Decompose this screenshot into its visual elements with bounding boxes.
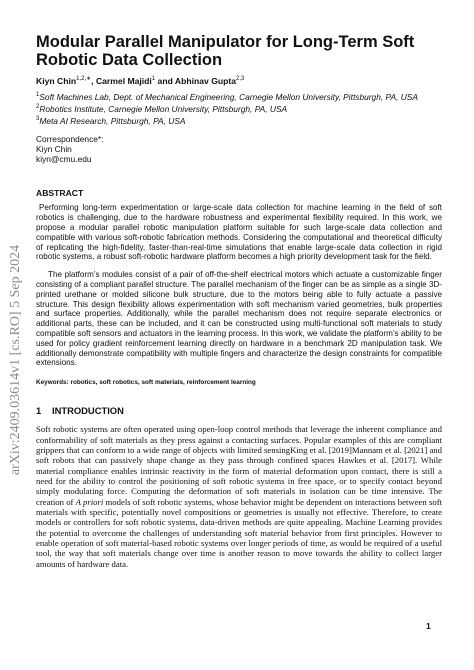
author-name: Abhinav Gupta [174, 75, 237, 86]
section-heading [36, 405, 442, 416]
correspondence-label: Correspondence*: [36, 133, 104, 144]
section-title: INTRODUCTION [52, 405, 124, 417]
keywords-line [36, 379, 442, 387]
author-name: Kiyn Chin [36, 75, 77, 86]
correspondence-block [36, 134, 442, 165]
author-separator: , [91, 75, 96, 86]
introduction-text-continued: models of soft robotic systems, whose behavior might be dependent on interactions between soft materials with specific, potentially novel compositions or geometries is usually not effective. Therefore, to create models or controllers for soft robotic systems, data-driven methods are quite appealing. Machine Learning provides the potential to overcome the challenges of understanding soft material behavior from first principles. However to enable operation of soft material-based robotic systems over longer periods of time, as would be required of a useful tool, the way that soft materials change over time is another reason to move towards the ability to collect larger amounts of hardware data. [36, 496, 442, 569]
affiliation-text: Robotics Institute, Carnegie Mellon University, Pittsburgh, PA, USA [39, 103, 288, 114]
affiliation-marker: 1 [36, 91, 40, 98]
introduction-text: Soft robotic systems are often operated using open-loop control methods that leverage the inherent compliance and conformability of soft materials as they press against a contacting surfaces. Popular examples of this are compliant grippers that can conform to a wide range of objects with limited sensingKing et al. [2019]Mannam et al. [2021] and soft robots that can passively shape change as they pass through confined spaces Hawkes et al. [2017]. While material compliance enables intrinsic reactivity in the form of material deformation upon contact, there is still a need for the ability to control the positioning of soft robotic systems in free space, or to specify contact beyond simply modulating force. Computing the deformation of soft materials in isolation can be time intensive. The creation of [36, 424, 442, 507]
paper-page [36, 33, 442, 569]
abstract-paragraph: Performing long-term experimentation or large-scale data collection for machine learning in the field of soft robotics is challenging, due to the hardware robustness and experimental flexibility required. In this work, we propose a modular parallel robotic manipulation platform suitable for such large-scale data collection and compatible with various soft-robotic fabrication methods. Considering the computational and theoretical difficulty of replicating the high-fidelity, faster-than-real-time simulations that enable large-scale data collection in rigid robotic systems, a robust soft-robotic hardware platform becomes a high priority development task for the field. [36, 203, 442, 262]
correspondence-email: kiyn@cmu.edu [36, 154, 92, 165]
affiliation-list [36, 90, 442, 126]
introduction-paragraph [36, 424, 442, 569]
paper-title: Modular Parallel Manipulator for Long-Term Soft Robotic Data Collection [36, 33, 415, 69]
affiliation [36, 102, 442, 114]
page-number: 1 [426, 621, 431, 631]
author-affiliation-marker: 2,3 [236, 76, 245, 82]
author-affiliation-marker: 1 [151, 76, 156, 82]
author-affiliation-marker: 1,2,∗ [76, 76, 92, 82]
arxiv-identifier-text: arXiv:2409.03614v1 [cs.RO] 5 Sep 2024 [8, 244, 24, 476]
affiliation-text: Soft Machines Lab, Dept. of Mechanical Engineering, Carnegie Mellon University, Pittsburgh, PA, USA [39, 91, 418, 102]
affiliation-marker: 2 [36, 103, 40, 110]
introduction-italic-term: A priori [75, 496, 104, 507]
keywords-text: robotics, soft robotics, soft materials, reinforcement learning [70, 379, 256, 387]
abstract-paragraph: The platform’s modules consist of a pair of off-the-shelf electrical motors which actuate a customizable finger consisting of a compliant parallel structure. The parallel mechanism of the finger can be as simple as a single 3D-printed urethane or molded silicone bulk structure, due to the motors being able to fully actuate a passive structure. This design flexibility allows experimentation with soft mechanism varied geometries, bulk properties and surface properties. Additionally, while the parallel mechanism does not require separate electronics or additional parts, these can be included, and it can be constructed using multi-functional soft materials to study compatible soft sensors and actuators in the learning process. In this work, we validate the platform’s ability to be used for policy gradient reinforcement learning directly on hardware in a benchmark 2D manipulation task. We additionally demonstrate compatibility with multiple fingers and characterize the design constraints for compatible extensions. [36, 270, 442, 368]
author-list [36, 74, 442, 87]
affiliation-text: Meta AI Research, Pittsburgh, PA, USA [39, 115, 186, 126]
correspondence-name: Kiyn Chin [36, 144, 72, 155]
affiliation-marker: 3 [36, 115, 40, 122]
affiliation [36, 90, 442, 102]
abstract-heading: ABSTRACT [36, 188, 84, 199]
author-name: Carmel Majidi [95, 75, 152, 86]
keywords-label: Keywords: [36, 379, 69, 387]
section-number: 1 [36, 405, 42, 417]
affiliation [36, 114, 442, 126]
author-separator: and [155, 75, 175, 86]
arxiv-identifier [6, 210, 26, 510]
